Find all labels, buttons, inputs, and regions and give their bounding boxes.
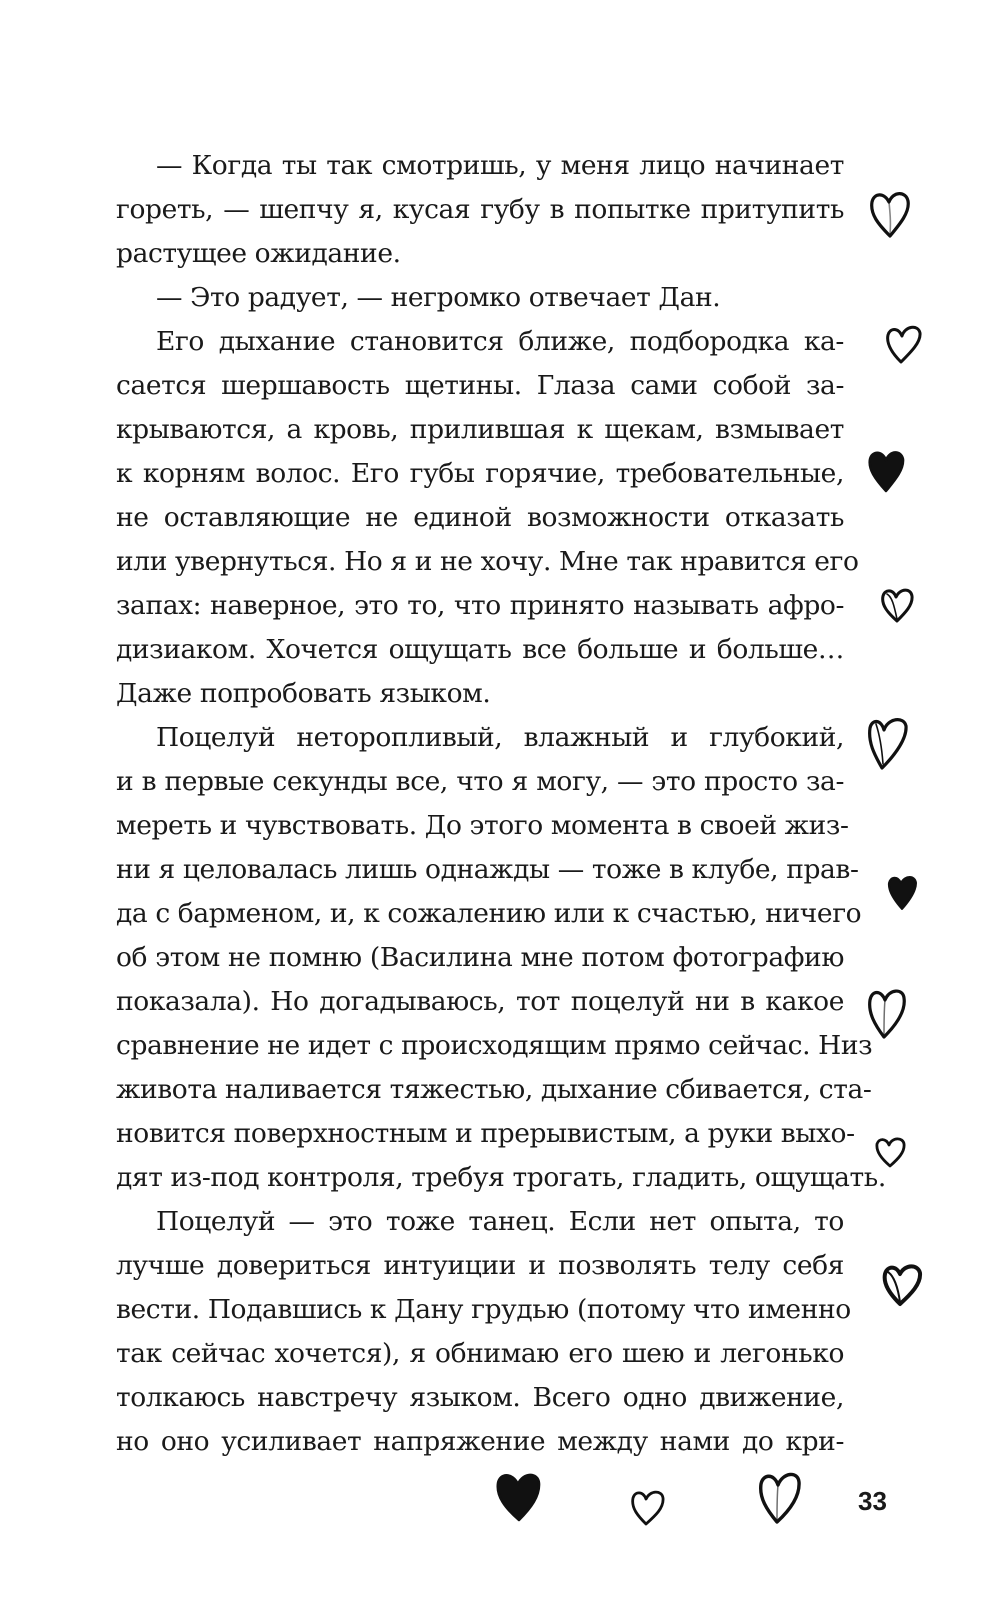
text-line: новится поверхностным и прерывистым, а руки выхо- bbox=[116, 1118, 855, 1149]
paragraph-3 bbox=[116, 320, 859, 716]
text-line: дят из-под контроля, требуя трогать, гладить, ощущать. bbox=[116, 1162, 886, 1193]
text-line: — Когда ты так смотришь, у меня лицо начинает bbox=[156, 150, 844, 181]
text-line: Поцелуй — это тоже танец. Если нет опыта, то bbox=[156, 1206, 844, 1237]
text-line: ни я целовалась лишь однажды — тоже в клубе, прав- bbox=[116, 854, 859, 885]
text-line: дизиаком. Хочется ощущать все больше и больше… bbox=[116, 634, 844, 665]
book-page-text bbox=[116, 144, 886, 1464]
heart-outline-icon bbox=[757, 1468, 803, 1526]
text-line: гореть, — шепчу я, кусая губу в попытке притупить bbox=[116, 194, 844, 225]
text-line: — Это радует, — негромко отвечает Дан. bbox=[156, 282, 721, 313]
text-line: толкаюсь навстречу языком. Всего одно движение, bbox=[116, 1382, 844, 1413]
heart-outline-icon bbox=[873, 1134, 907, 1170]
heart-outline-icon bbox=[628, 1486, 666, 1528]
heart-outline-icon bbox=[866, 714, 910, 772]
text-line: живота наливается тяжестью, дыхание сбивается, ста- bbox=[116, 1074, 872, 1105]
paragraph-1 bbox=[116, 144, 844, 276]
heart-filled-icon bbox=[866, 447, 906, 495]
text-line: к корням волос. Его губы горячие, требовательные, bbox=[116, 458, 844, 489]
text-line: так сейчас хочется), я обнимаю его шею и легонько bbox=[116, 1338, 844, 1369]
heart-outline-icon bbox=[868, 188, 912, 240]
text-line: Даже попробовать языком. bbox=[116, 678, 491, 709]
text-line: запах: наверное, это то, что принято называть афро- bbox=[116, 590, 844, 621]
text-line: но оно усиливает напряжение между нами до кри- bbox=[116, 1426, 844, 1457]
text-line: и в первые секунды все, что я могу, — это просто за- bbox=[116, 766, 844, 797]
text-line: не оставляющие не единой возможности отказать bbox=[116, 502, 844, 533]
text-line: крываются, а кровь, прилившая к щекам, взмывает bbox=[116, 414, 844, 445]
paragraph-4 bbox=[116, 716, 886, 1200]
text-line: об этом не помню (Василина мне потом фотографию bbox=[116, 942, 844, 973]
page-number: 33 bbox=[858, 1486, 887, 1516]
text-line: вести. Подавшись к Дану грудью (потому что именно bbox=[116, 1294, 851, 1325]
text-line: показала). Но догадываюсь, тот поцелуй ни в какое bbox=[116, 986, 844, 1017]
text-line: Поцелуй неторопливый, влажный и глубокий, bbox=[156, 722, 844, 753]
heart-outline-icon bbox=[866, 985, 908, 1041]
paragraph-5 bbox=[116, 1200, 851, 1464]
heart-filled-icon bbox=[886, 872, 918, 912]
text-line: мереть и чувствовать. До этого момента в своей жиз- bbox=[116, 810, 849, 841]
text-line: сается шершавость щетины. Глаза сами собой за- bbox=[116, 370, 844, 401]
text-line: лучше довериться интуиции и позволять телу себя bbox=[116, 1250, 844, 1281]
heart-filled-icon bbox=[493, 1468, 543, 1524]
text-line: или увернуться. Но я и не хочу. Мне так нравится его bbox=[116, 546, 859, 577]
text-line: да с барменом, и, к сожалению или к счастью, ничего bbox=[116, 898, 862, 929]
text-line: сравнение не идет с происходящим прямо сейчас. Низ bbox=[116, 1030, 873, 1061]
text-line: растущее ожидание. bbox=[116, 238, 401, 269]
heart-outline-icon bbox=[880, 1260, 924, 1308]
text-line: Его дыхание становится ближе, подбородка ка- bbox=[156, 326, 844, 357]
heart-outline-icon bbox=[883, 322, 923, 366]
heart-outline-icon bbox=[878, 585, 916, 625]
paragraph-2 bbox=[116, 276, 844, 320]
